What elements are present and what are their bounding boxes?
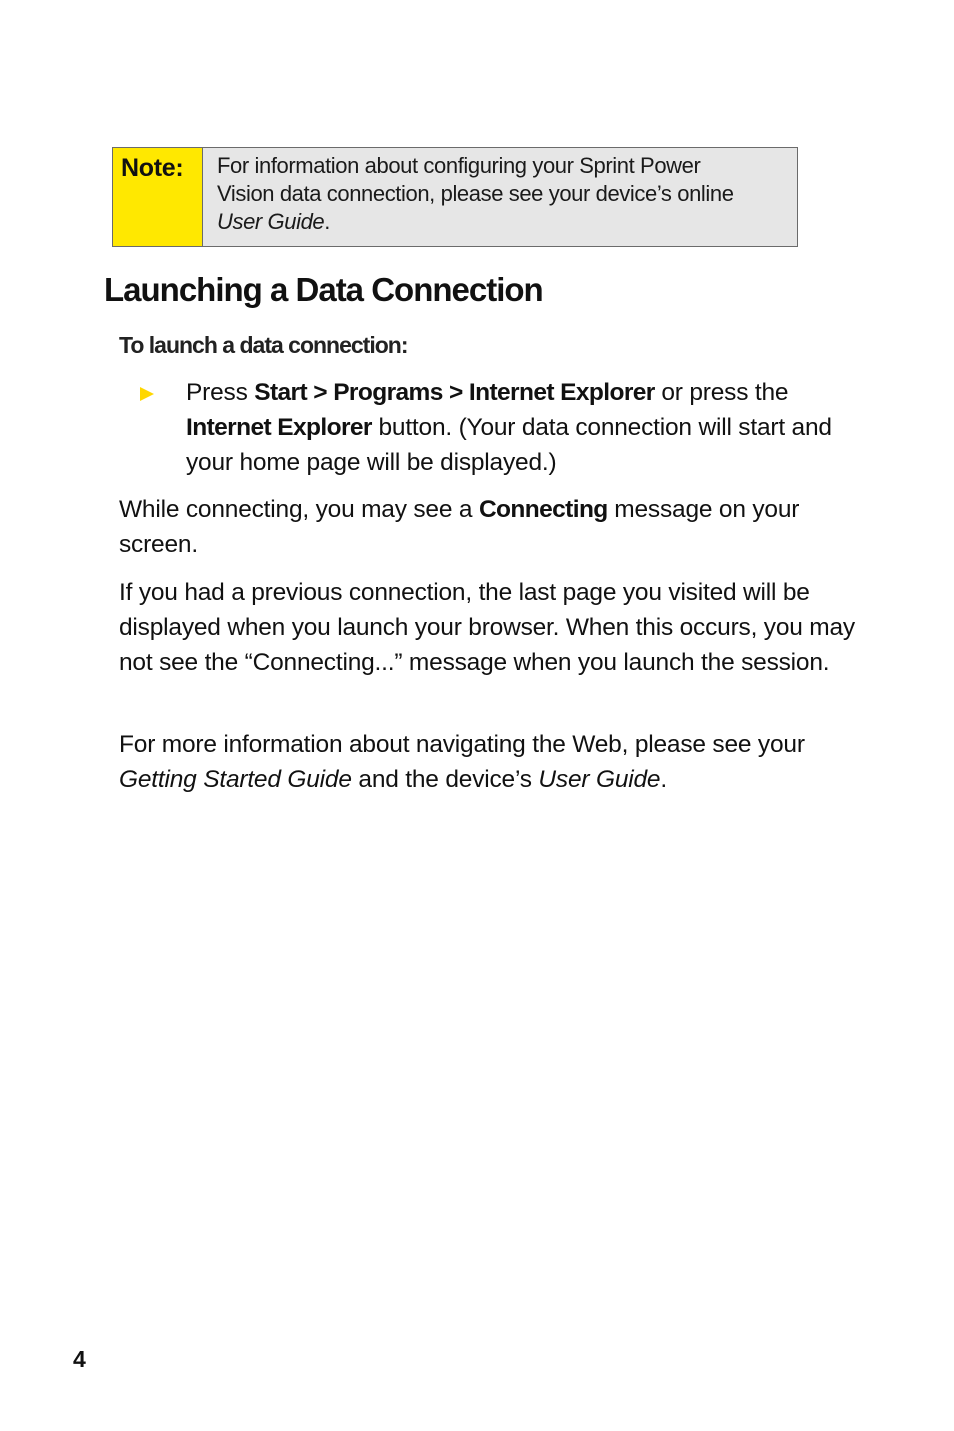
section-heading: Launching a Data Connection <box>104 271 543 308</box>
note-label: Note: <box>113 148 203 246</box>
note-line-2: Vision data connection, please see your device’s online <box>217 181 734 206</box>
para3-end: . <box>660 766 667 793</box>
menu-programs: Programs <box>333 379 443 406</box>
connecting-term: Connecting <box>478 496 608 523</box>
bullet-step <box>120 375 840 480</box>
bullet-rest-text: button. (Your data connection will start and your home page will be displayed.) <box>186 414 832 476</box>
triangle-right-icon <box>140 387 154 401</box>
menu-separator: > <box>307 379 334 406</box>
internet-explorer-button-label: Internet Explorer <box>186 414 372 441</box>
menu-internet-explorer: Internet Explorer <box>468 379 655 406</box>
page-number: 4 <box>73 1346 86 1372</box>
para3-before: For more information about navigating the Web, please see your <box>119 731 805 758</box>
user-guide-title: User Guide <box>538 766 661 793</box>
para3-middle: and the device’s <box>351 766 539 793</box>
paragraph-previous-connection: If you had a previous connection, the last page you visited will be displayed when you launch your browser. When this occurs, you may not see the “Connecting...” message when you launch the session. <box>119 579 855 676</box>
getting-started-guide-title: Getting Started Guide <box>119 766 352 793</box>
note-box <box>112 147 798 247</box>
bullet-text <box>186 375 840 480</box>
note-user-guide: User Guide <box>217 209 325 234</box>
note-line-1: For information about configuring your Sprint Power <box>217 153 701 178</box>
paragraph-more-info <box>119 727 864 797</box>
menu-separator: > <box>442 379 469 406</box>
note-end: . <box>324 209 330 234</box>
para1-after: message on your screen. <box>119 496 800 558</box>
para1-before: While connecting, you may see a <box>119 496 479 523</box>
note-text <box>203 148 797 246</box>
bullet-press-text: Press <box>186 379 255 406</box>
bullet-or-press-text: or press the <box>654 379 789 406</box>
procedure-heading: To launch a data connection: <box>119 332 408 358</box>
paragraph-connecting <box>119 492 864 562</box>
menu-start: Start <box>254 379 308 406</box>
